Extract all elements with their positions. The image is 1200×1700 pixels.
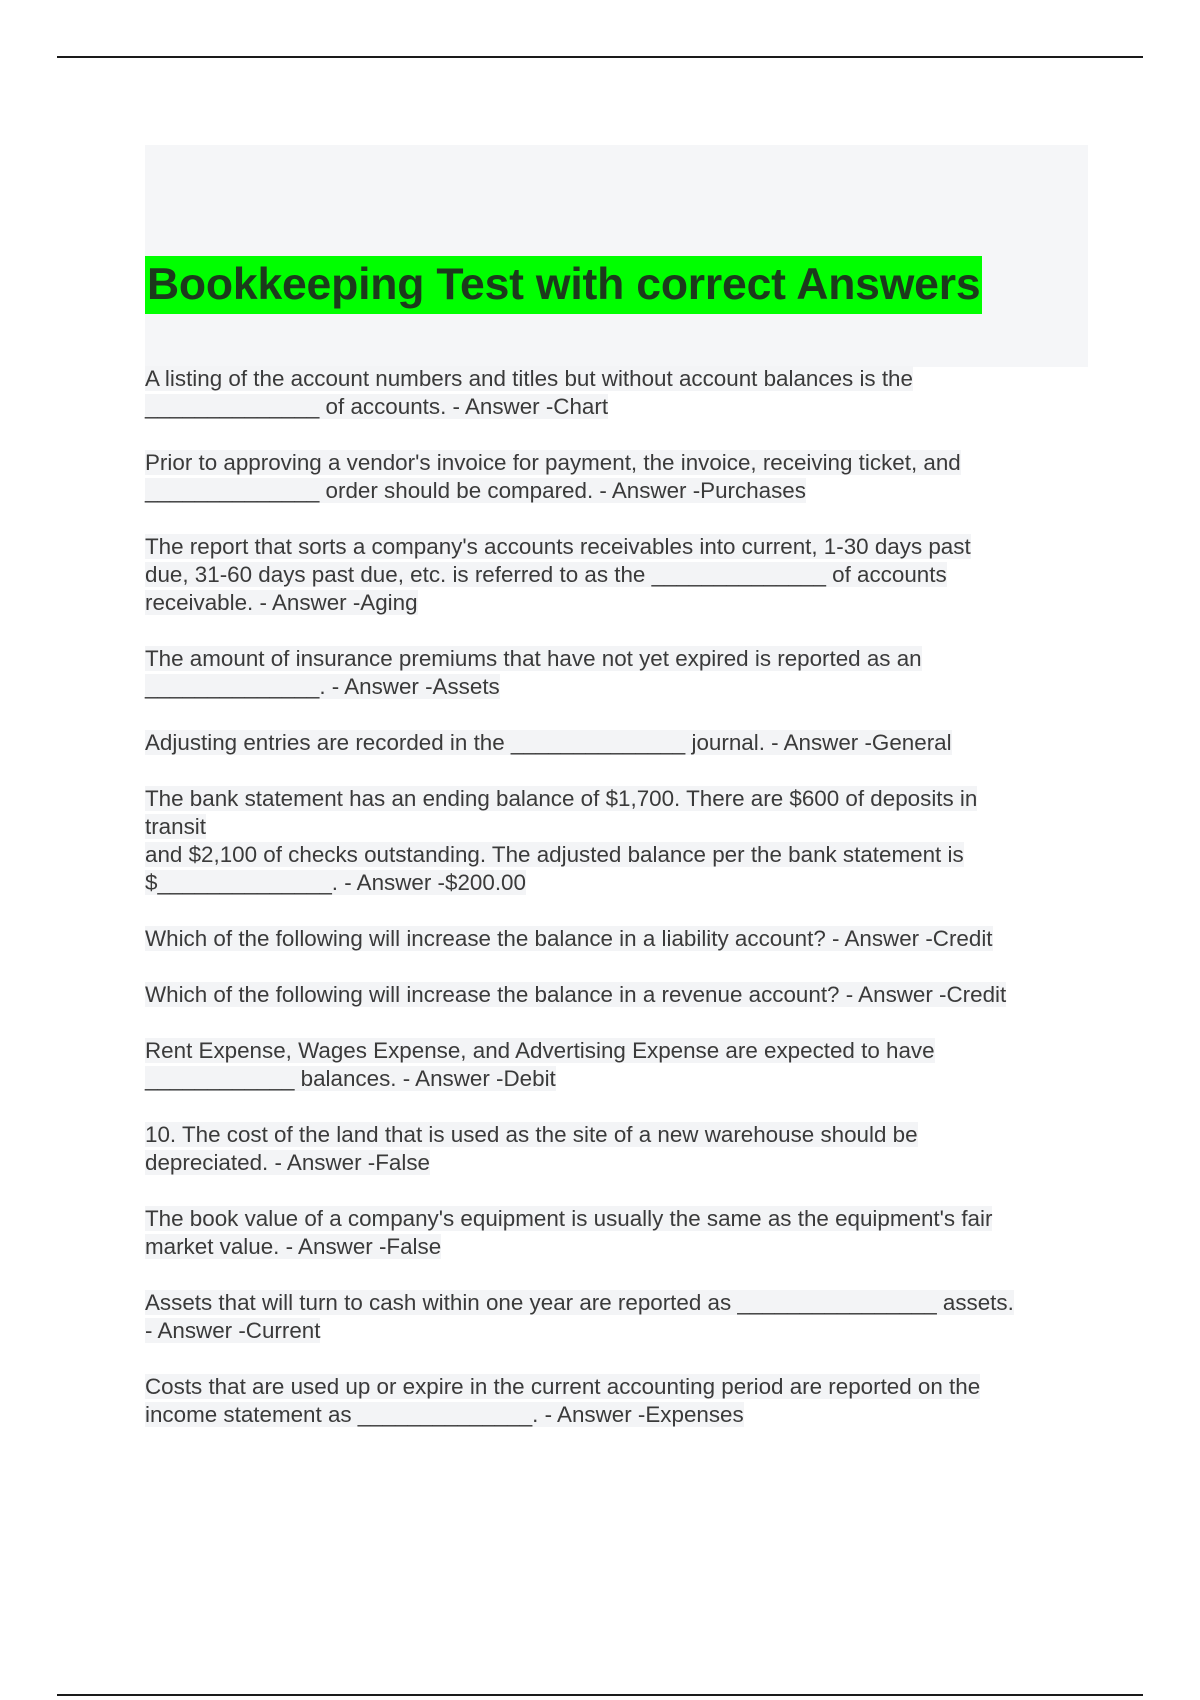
qa-item-9 xyxy=(145,1037,1095,1093)
qa-item-13 xyxy=(145,1373,1095,1429)
qa-text: 10. The cost of the land that is used as the site of a new warehouse should be depreciated. - Answer -False xyxy=(145,1122,918,1175)
qa-text: Costs that are used up or expire in the current accounting period are reported on the income statement as ______________. - Answer -Expenses xyxy=(145,1374,981,1427)
qa-text: Which of the following will increase the balance in a liability account? - Answer -Credit xyxy=(145,926,993,951)
qa-text: A listing of the account numbers and titles but without account balances is the ______________ of accounts. - Answer -Chart xyxy=(145,366,913,419)
qa-text: The amount of insurance premiums that have not yet expired is reported as an ______________. - Answer -Assets xyxy=(145,646,922,699)
qa-text: The bank statement has an ending balance of $1,700. There are $600 of deposits in transit and $2,100 of checks outstanding. The adjusted balance per the bank statement is $______________. - Answer -$200.00 xyxy=(145,786,978,895)
qa-item-3 xyxy=(145,533,1095,617)
qa-text: Adjusting entries are recorded in the ______________ journal. - Answer -General xyxy=(145,730,952,755)
document-title: Bookkeeping Test with correct Answers xyxy=(145,256,982,314)
qa-list xyxy=(145,365,1095,1457)
qa-text: Assets that will turn to cash within one year are reported as ________________ assets. - Answer -Current xyxy=(145,1290,1014,1343)
qa-text: The report that sorts a company's accounts receivables into current, 1-30 days past due, 31-60 days past due, etc. is referred to as the ______________ of accounts receivable. - Answer -Aging xyxy=(145,534,971,615)
qa-text: The book value of a company's equipment is usually the same as the equipment's fair market value. - Answer -False xyxy=(145,1206,993,1259)
qa-text: Which of the following will increase the balance in a revenue account? - Answer -Credit xyxy=(145,982,1007,1007)
qa-item-11 xyxy=(145,1205,1095,1261)
qa-item-12 xyxy=(145,1289,1095,1345)
qa-item-6 xyxy=(145,785,1095,897)
qa-item-4 xyxy=(145,645,1095,701)
header-rule xyxy=(57,56,1143,58)
qa-text: Rent Expense, Wages Expense, and Advertising Expense are expected to have ____________ balances. - Answer -Debit xyxy=(145,1038,935,1091)
footer-rule xyxy=(57,1694,1143,1696)
qa-item-7 xyxy=(145,925,1095,953)
qa-item-2 xyxy=(145,449,1095,505)
qa-item-5 xyxy=(145,729,1095,757)
qa-item-8 xyxy=(145,981,1095,1009)
qa-item-10 xyxy=(145,1121,1095,1177)
qa-item-1 xyxy=(145,365,1095,421)
qa-text: Prior to approving a vendor's invoice for payment, the invoice, receiving ticket, and ______________ order should be compared. - Answer -Purchases xyxy=(145,450,961,503)
